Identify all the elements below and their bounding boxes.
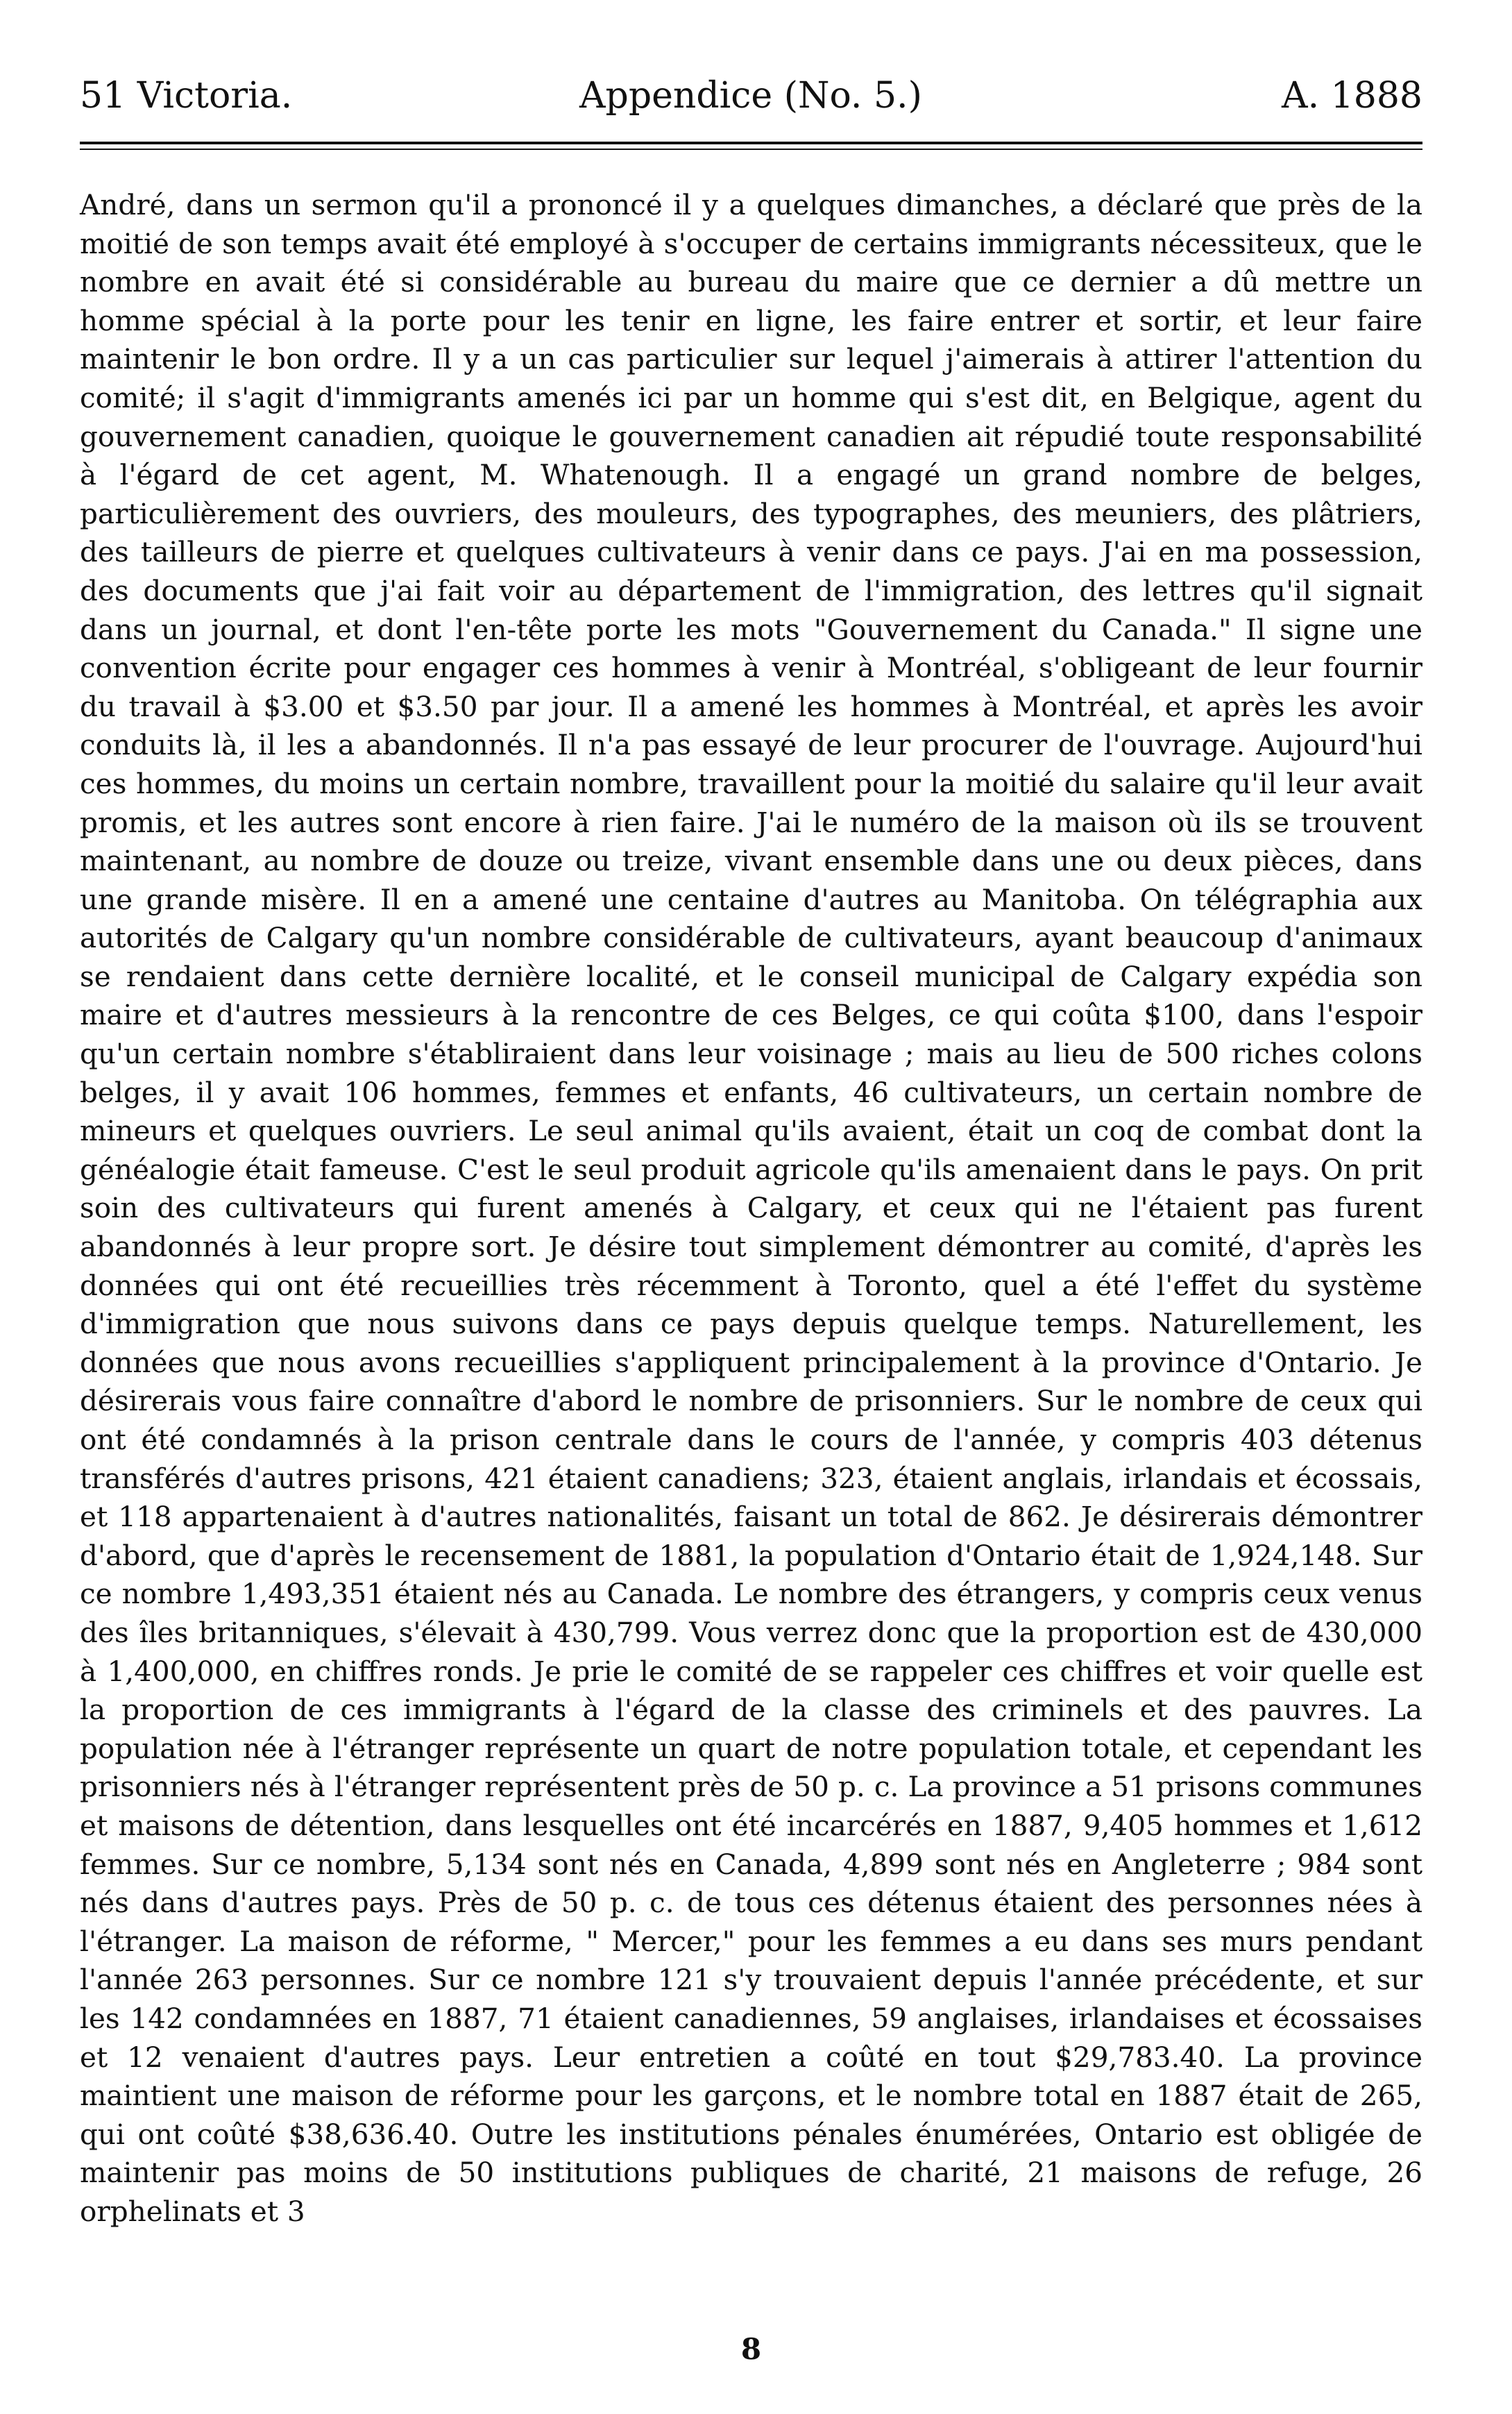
header-rule-thick [80,142,1422,144]
header-rule-thin [80,149,1422,150]
header-appendix: Appendice (No. 5.) [579,75,922,117]
page-header [80,62,1422,129]
document-page [80,62,1422,2374]
header-year: A. 1888 [1282,75,1422,117]
body-paragraph: André, dans un sermon qu'il a prononcé il y a quelques dimanches, a déclaré que près de la moitié de son temps avait été employé à s'occuper de certains immigrants nécessiteux, que le nombre en avait été si considérable au bureau du maire que ce dernier a dû mettre un homme spécial à la porte pour les tenir en ligne, les faire entrer et sortir, et leur faire maintenir le bon ordre. Il y a un cas particulier sur lequel j'aimerais à attirer l'attention du comité; il s'agit d'immigrants amenés ici par un homme qui s'est dit, en Belgique, agent du gouvernement canadien, quoique le gouvernement canadien ait répudié toute responsabilité à l'égard de cet agent, M. Whatenough. Il a engagé un grand nombre de belges, particulièrement des ouvriers, des mouleurs, des typographes, des meuniers, des plâtriers, des tailleurs de pierre et quelques cultivateurs à venir dans ce pays. J'ai en ma possession, des documents que j'ai fait voir au département de l'immigration, des lettres qu'il signait dans un journal, et dont l'en-tête porte les mots "Gouvernement du Canada." Il signe une convention écrite pour engager ces hommes à venir à Montréal, s'obligeant de leur fournir du travail à $3.00 et $3.50 par jour. Il a amené les hommes à Montréal, et après les avoir conduits là, il les a abandonnés. Il n'a pas essayé de leur procurer de l'ouvrage. Aujourd'hui ces hommes, du moins un certain nombre, travaillent pour la moitié du salaire qu'il leur avait promis, et les autres sont encore à rien faire. J'ai le numéro de la maison où ils se trouvent maintenant, au nombre de douze ou treize, vivant ensemble dans une ou deux pièces, dans une grande misère. Il en a amené une centaine d'autres au Manitoba. On télégraphia aux autorités de Calgary qu'un nombre considérable de cultivateurs, ayant beaucoup d'animaux se rendaient dans cette dernière localité, et le conseil municipal de Calgary expédia son maire et d'autres messieurs à la rencontre de ces Belges, ce qui coûta $100, dans l'espoir qu'un certain nombre s'établiraient dans leur voisinage ; mais au lieu de 500 riches colons belges, il y avait 106 hommes, femmes et enfants, 46 cultivateurs, un certain nombre de mineurs et quelques ouvriers. Le seul animal qu'ils avaient, était un coq de combat dont la généalogie était fameuse. C'est le seul produit agricole qu'ils amenaient dans le pays. On prit soin des cultivateurs qui furent amenés à Calgary, et ceux qui ne l'étaient pas furent abandonnés à leur propre sort. Je désire tout simplement démontrer au comité, d'après les données qui ont été recueillies très récemment à Toronto, quel a été l'effet du système d'immigration que nous suivons dans ce pays depuis quelque temps. Naturellement, les données que nous avons recueillies s'appliquent principalement à la province d'Ontario. Je désirerais vous faire connaître d'abord le nombre de prisonniers. Sur le nombre de ceux qui ont été condamnés à la prison centrale dans le cours de l'année, y compris 403 détenus transférés d'autres prisons, 421 étaient canadiens; 323, étaient anglais, irlandais et écossais, et 118 appartenaient à d'autres nationalités, faisant un total de 862. Je désirerais démontrer d'abord, que d'après le recensement de 1881, la population d'Ontario était de 1,924,148. Sur ce nombre 1,493,351 étaient nés au Canada. Le nombre des étrangers, y compris ceux venus des îles britanniques, s'élevait à 430,799. Vous verrez donc que la proportion est de 430,000 à 1,400,000, en chiffres ronds. Je prie le comité de se rappeler ces chiffres et voir quelle est la proportion de ces immigrants à l'égard de la classe des criminels et des pauvres. La population née à l'étranger représente un quart de notre population totale, et cependant les prisonniers nés à l'étranger représentent près de 50 p. c. La province a 51 prisons communes et maisons de détention, dans lesquelles ont été incarcérés en 1887, 9,405 hommes et 1,612 femmes. Sur ce nombre, 5,134 sont nés en Canada, 4,899 sont nés en Angleterre ; 984 sont nés dans d'autres pays. Près de 50 p. c. de tous ces détenus étaient des personnes nées à l'étranger. La maison de réforme, " Mercer," pour les femmes a eu dans ses murs pendant l'année 263 personnes. Sur ce nombre 121 s'y trouvaient depuis l'année précédente, et sur les 142 condamnées en 1887, 71 étaient canadiennes, 59 anglaises, irlandaises et écossaises et 12 venaient d'autres pays. Leur entretien a coûté en tout $29,783.40. La province maintient une maison de réforme pour les garçons, et le nombre total en 1887 était de 265, qui ont coûté $38,636.40. Outre les institutions pénales énumérées, Ontario est obligée de maintenir pas moins de 50 institutions publiques de charité, 21 maisons de refuge, 26 orphelinats et 3 [80,188,1422,2228]
page-number: 8 [740,2332,762,2366]
header-session: 51 Victoria. [80,75,293,117]
